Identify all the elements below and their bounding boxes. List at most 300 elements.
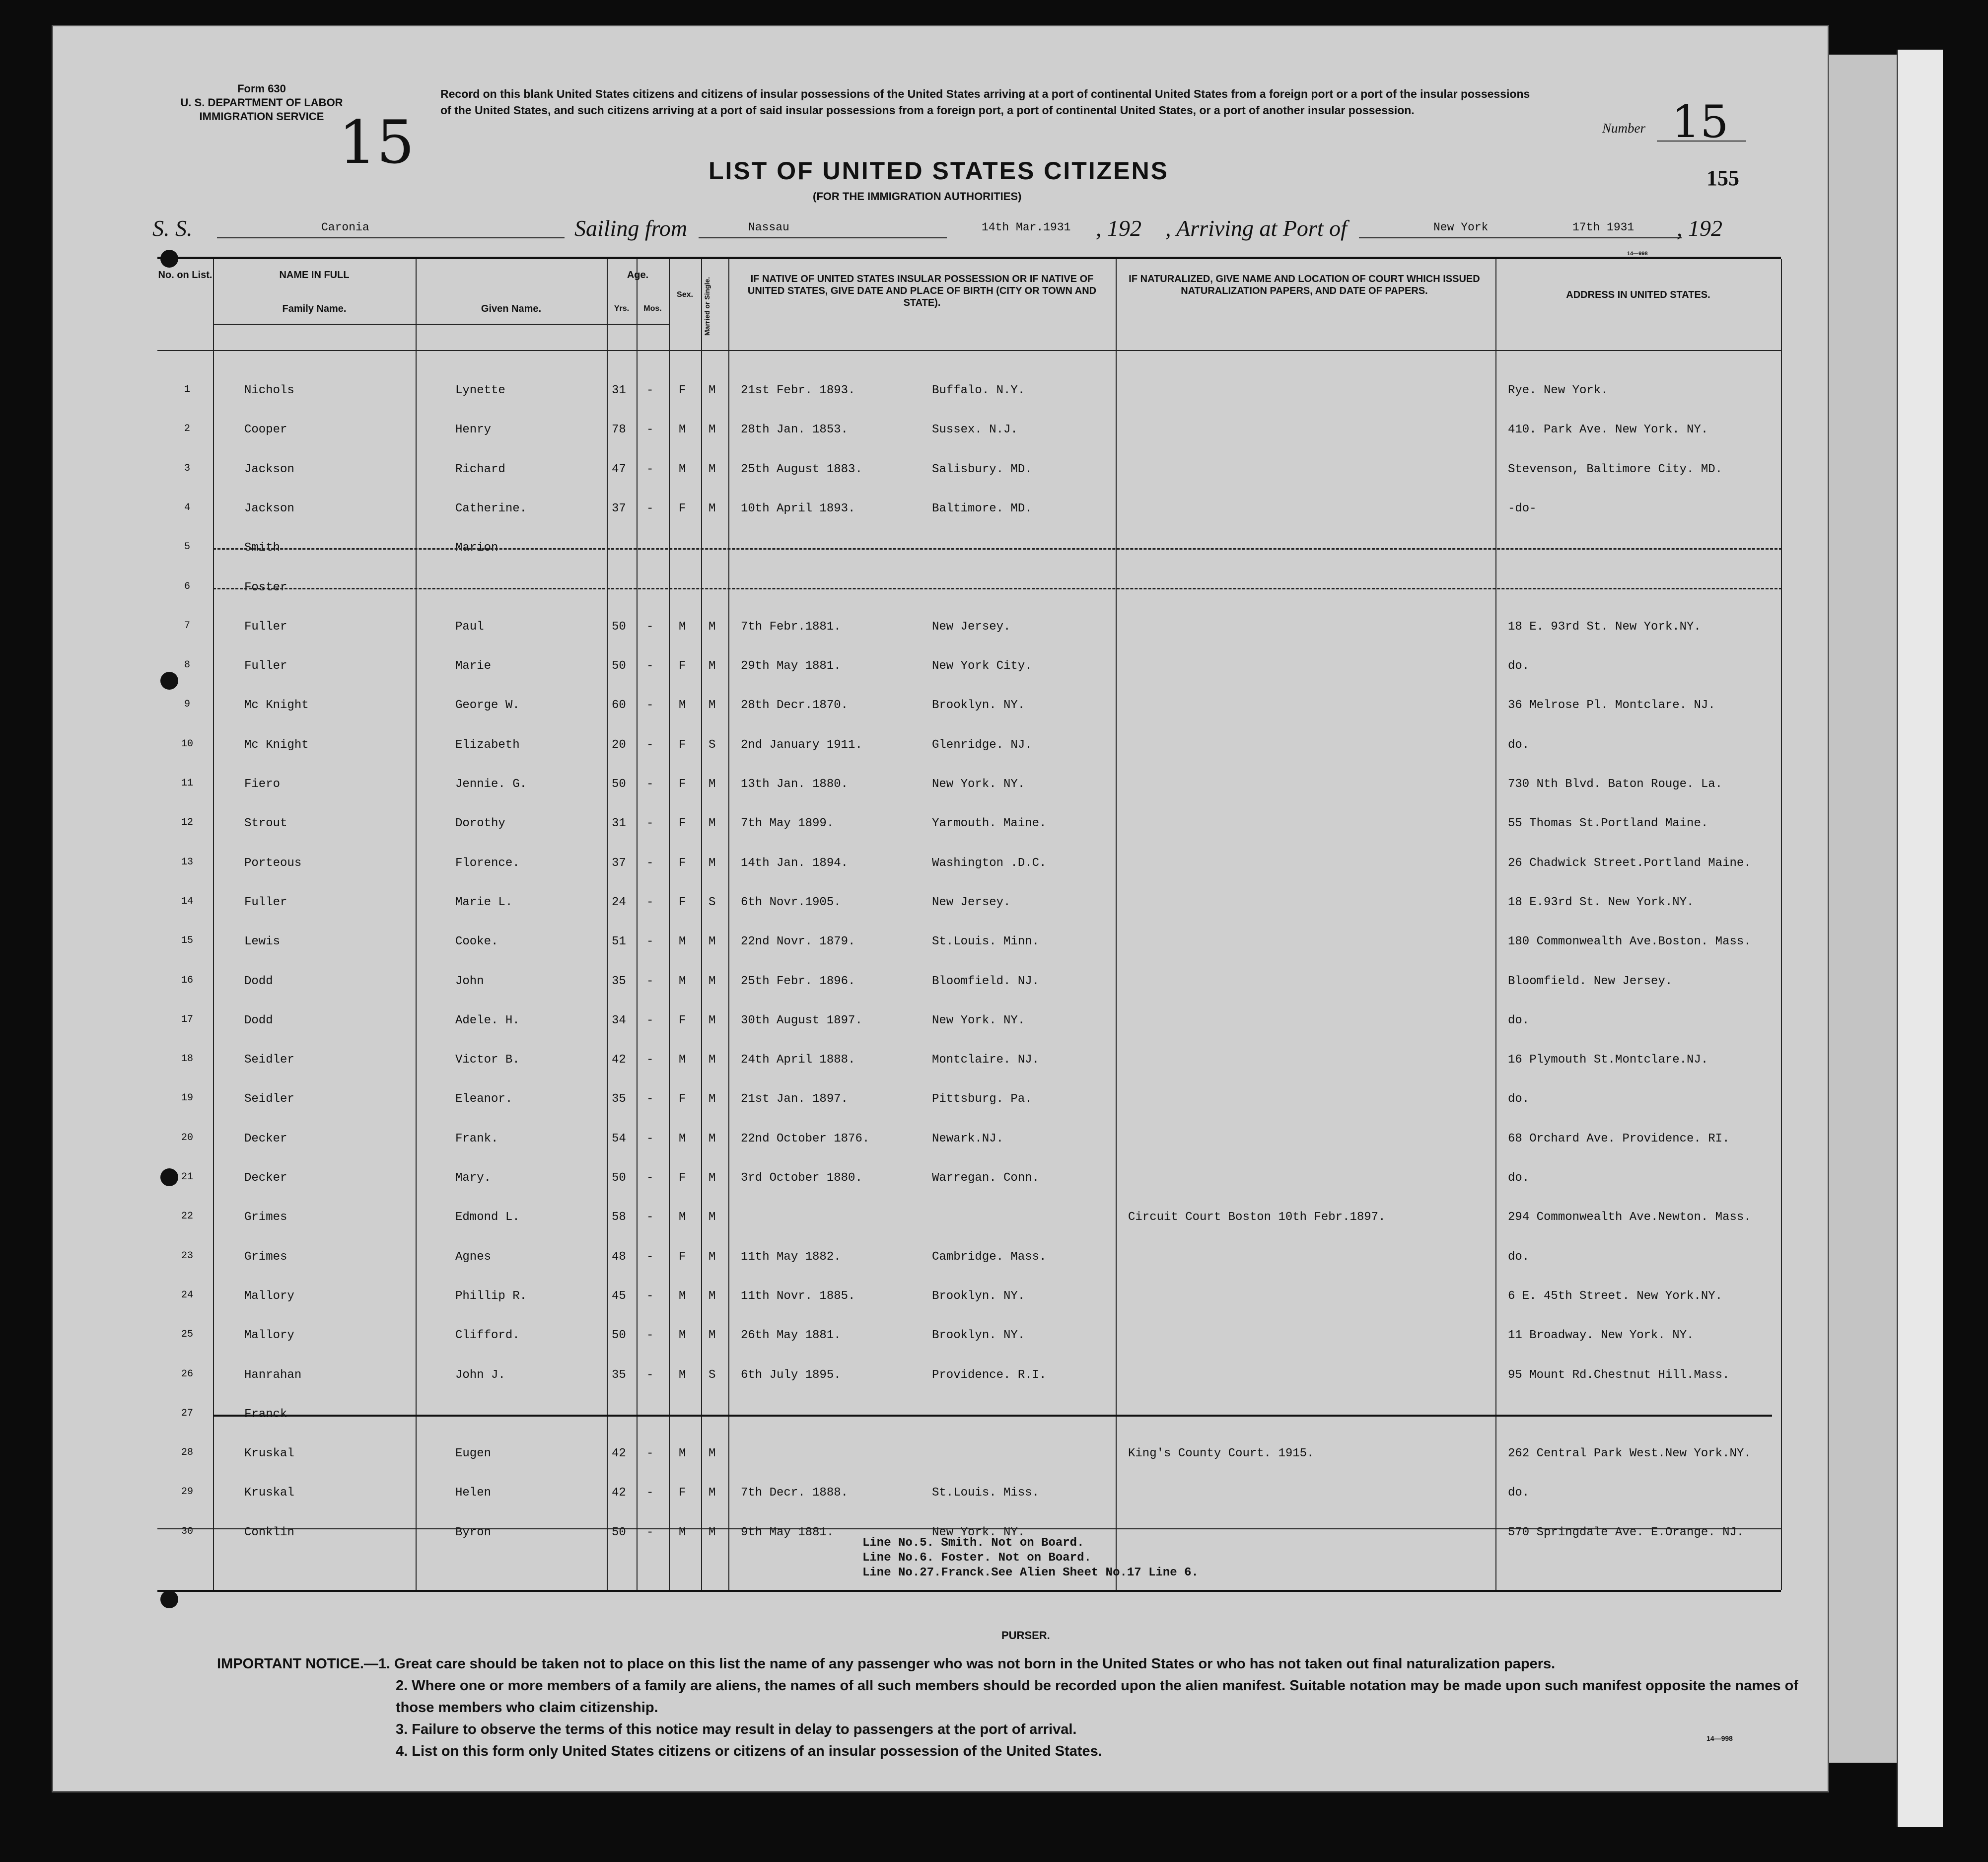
family-name: Fuller bbox=[244, 620, 287, 634]
birth-place: Bloomfield. NJ. bbox=[932, 974, 1040, 988]
table-row bbox=[157, 882, 1781, 921]
address: 68 Orchard Ave. Providence. RI. bbox=[1508, 1132, 1730, 1146]
sex: M bbox=[679, 1329, 686, 1343]
birth-date: 7th Febr.1881. bbox=[741, 620, 841, 634]
sex: M bbox=[679, 1289, 686, 1303]
naturalization: Circuit Court Boston 10th Febr.1897. bbox=[1128, 1211, 1386, 1224]
family-name: Foster bbox=[244, 580, 287, 594]
address: do. bbox=[1508, 1092, 1530, 1106]
row-number: 4 bbox=[184, 501, 190, 513]
given-name: Byron bbox=[455, 1525, 492, 1539]
col-married: Married or Single. bbox=[703, 277, 711, 336]
age-months: - bbox=[646, 817, 654, 831]
table-row bbox=[157, 685, 1781, 724]
service: IMMIGRATION SERVICE bbox=[199, 110, 324, 123]
age-years: 31 bbox=[612, 384, 626, 397]
notice-item-2: 2. Where one or more members of a family are aliens, the names of all such members should be recorded upon the alien manifest. Suitable notation may be made upon such manifest opposite the names of those members who claim citizenship. bbox=[396, 1678, 1798, 1716]
family-name: Jackson bbox=[244, 462, 294, 476]
age-months: - bbox=[646, 620, 654, 634]
age-months: - bbox=[646, 1132, 654, 1146]
age-years: 35 bbox=[612, 1368, 626, 1382]
age-years: 51 bbox=[612, 935, 626, 949]
address: 570 Springdale Ave. E.Orange. NJ. bbox=[1508, 1525, 1744, 1539]
family-name: Franck bbox=[244, 1407, 287, 1421]
address: 16 Plymouth St.Montclare.NJ. bbox=[1508, 1053, 1708, 1067]
address: Bloomfield. New Jersey. bbox=[1508, 974, 1673, 988]
sex: F bbox=[679, 778, 686, 791]
birth-place: Buffalo. N.Y. bbox=[932, 384, 1025, 397]
ss-label: S. S. bbox=[152, 215, 193, 241]
birth-place: New Jersey. bbox=[932, 620, 1011, 634]
birth-date: 22nd October 1876. bbox=[741, 1132, 870, 1146]
age-years: 42 bbox=[612, 1486, 626, 1500]
passenger-table bbox=[157, 257, 1781, 1592]
birth-place: Brooklyn. NY. bbox=[932, 1289, 1025, 1303]
age-months: - bbox=[646, 1171, 654, 1185]
table-row bbox=[157, 1315, 1781, 1354]
given-name: John J. bbox=[455, 1368, 505, 1382]
birth-place: Yarmouth. Maine. bbox=[932, 817, 1047, 831]
birth-place: New Jersey. bbox=[932, 895, 1011, 909]
table-row bbox=[157, 1197, 1781, 1236]
birth-date: 7th May 1899. bbox=[741, 817, 834, 831]
age-months: - bbox=[646, 1525, 654, 1539]
birth-date: 13th Jan. 1880. bbox=[741, 778, 849, 791]
strike-line bbox=[213, 1415, 1772, 1417]
age-years: 31 bbox=[612, 817, 626, 831]
family-name: Strout bbox=[244, 817, 287, 831]
family-name: Decker bbox=[244, 1132, 287, 1146]
table-row bbox=[157, 1472, 1781, 1511]
marital-status: M bbox=[709, 1092, 716, 1106]
sex: M bbox=[679, 423, 686, 437]
row-number: 8 bbox=[184, 659, 190, 671]
birth-place: Brooklyn. NY. bbox=[932, 1329, 1025, 1343]
row-number: 13 bbox=[181, 856, 193, 868]
year-suffix-1: , 192 bbox=[1096, 215, 1141, 241]
birth-place: Newark.NJ. bbox=[932, 1132, 1004, 1146]
age-years: 48 bbox=[612, 1250, 626, 1264]
given-name: Clifford. bbox=[455, 1329, 520, 1343]
sex: M bbox=[679, 1211, 686, 1224]
sex: M bbox=[679, 1447, 686, 1461]
col-given: Given Name. bbox=[481, 303, 542, 314]
age-months: - bbox=[646, 1092, 654, 1106]
address: 410. Park Ave. New York. NY. bbox=[1508, 423, 1708, 437]
marital-status: S bbox=[709, 895, 716, 909]
table-row bbox=[157, 527, 1781, 567]
family-name: Dodd bbox=[244, 974, 273, 988]
family-name: Seidler bbox=[244, 1092, 294, 1106]
given-name: Catherine. bbox=[455, 501, 527, 515]
address: 26 Chadwick Street.Portland Maine. bbox=[1508, 856, 1751, 870]
address: 36 Melrose Pl. Montclare. NJ. bbox=[1508, 699, 1715, 713]
table-row bbox=[157, 449, 1781, 488]
age-years: 34 bbox=[612, 1013, 626, 1027]
sex: M bbox=[679, 1053, 686, 1067]
row-number: 7 bbox=[184, 620, 190, 632]
row-number: 25 bbox=[181, 1329, 193, 1341]
col-address: ADDRESS IN UNITED STATES. bbox=[1566, 289, 1710, 300]
row-number: 30 bbox=[181, 1525, 193, 1537]
table-row bbox=[157, 764, 1781, 803]
year-suffix-2: , 192 bbox=[1677, 215, 1722, 241]
marital-status: M bbox=[709, 935, 716, 949]
family-name: Fiero bbox=[244, 778, 281, 791]
sex: F bbox=[679, 659, 686, 673]
sex: M bbox=[679, 974, 686, 988]
col-sex: Sex. bbox=[677, 290, 693, 299]
given-name: Elizabeth bbox=[455, 738, 520, 752]
sailing-port: Nassau bbox=[748, 221, 789, 234]
marital-status: M bbox=[709, 620, 716, 634]
handwritten-sheet-number: 15 bbox=[339, 108, 415, 177]
marital-status: S bbox=[709, 738, 716, 752]
family-name: Nichols bbox=[244, 384, 294, 397]
age-months: - bbox=[646, 384, 654, 397]
row-number: 15 bbox=[181, 935, 193, 947]
marital-status: M bbox=[709, 1329, 716, 1343]
note-line-27: Line No.27.Franck.See Alien Sheet No.17 Line 6. bbox=[862, 1566, 1199, 1579]
age-years: 35 bbox=[612, 974, 626, 988]
birth-date: 14th Jan. 1894. bbox=[741, 856, 849, 870]
col-yrs: Yrs. bbox=[614, 304, 630, 313]
note-line-6: Line No.6. Foster. Not on Board. bbox=[862, 1551, 1091, 1565]
marital-status: M bbox=[709, 1525, 716, 1539]
given-name: Phillip R. bbox=[455, 1289, 527, 1303]
address: 730 Nth Blvd. Baton Rouge. La. bbox=[1508, 778, 1723, 791]
family-name: Cooper bbox=[244, 423, 287, 437]
marital-status: S bbox=[709, 1368, 716, 1382]
row-number: 23 bbox=[181, 1250, 193, 1262]
marital-status: M bbox=[709, 1447, 716, 1461]
marital-status: M bbox=[709, 462, 716, 476]
strike-line bbox=[213, 588, 1782, 589]
punch-hole bbox=[160, 250, 178, 268]
table-row bbox=[157, 567, 1781, 606]
age-years: 50 bbox=[612, 1329, 626, 1343]
page-title: LIST OF UNITED STATES CITIZENS bbox=[709, 157, 1169, 185]
strike-line bbox=[213, 548, 1782, 550]
address: do. bbox=[1508, 738, 1530, 752]
row-number: 28 bbox=[181, 1447, 193, 1459]
age-months: - bbox=[646, 1486, 654, 1500]
marital-status: M bbox=[709, 1013, 716, 1027]
sex: F bbox=[679, 1013, 686, 1027]
marital-status: M bbox=[709, 1289, 716, 1303]
row-number: 26 bbox=[181, 1368, 193, 1380]
col-birth: IF NATIVE OF UNITED STATES INSULAR POSSESSION OR IF NATIVE OF UNITED STATES, GIVE DATE AND PLACE OF BIRTH (CITY OR TOWN AND STATE). bbox=[747, 274, 1097, 308]
marital-status: M bbox=[709, 1250, 716, 1264]
birth-place: Pittsburg. Pa. bbox=[932, 1092, 1032, 1106]
given-name: Henry bbox=[455, 423, 492, 437]
print-code: 14—998 bbox=[1627, 251, 1648, 257]
arrival-date: 17th 1931 bbox=[1572, 221, 1634, 234]
given-name: Agnes bbox=[455, 1250, 492, 1264]
row-number: 14 bbox=[181, 895, 193, 907]
address: 180 Commonwealth Ave.Boston. Mass. bbox=[1508, 935, 1751, 949]
given-name: Cooke. bbox=[455, 935, 498, 949]
sex: M bbox=[679, 699, 686, 713]
row-number: 18 bbox=[181, 1053, 193, 1065]
notice-item-1: 1. Great care should be taken not to place on this list the name of any passenger who was not born in the United States or who has not taken out final naturalization papers. bbox=[378, 1656, 1556, 1672]
given-name: Lynette bbox=[455, 384, 505, 397]
address: do. bbox=[1508, 1013, 1530, 1027]
sex: M bbox=[679, 462, 686, 476]
row-number: 9 bbox=[184, 699, 190, 711]
table-row bbox=[157, 843, 1781, 882]
sex: F bbox=[679, 895, 686, 909]
sex: F bbox=[679, 1171, 686, 1185]
address: 262 Central Park West.New York.NY. bbox=[1508, 1447, 1751, 1461]
row-number: 21 bbox=[181, 1171, 193, 1183]
age-months: - bbox=[646, 1053, 654, 1067]
table-row bbox=[157, 803, 1781, 842]
birth-place: Brooklyn. NY. bbox=[932, 699, 1025, 713]
birth-date: 7th Decr. 1888. bbox=[741, 1486, 849, 1500]
given-name: Frank. bbox=[455, 1132, 498, 1146]
sex: M bbox=[679, 935, 686, 949]
age-years: 42 bbox=[612, 1447, 626, 1461]
age-months: - bbox=[646, 1013, 654, 1027]
family-name: Fuller bbox=[244, 659, 287, 673]
birth-place: Sussex. N.J. bbox=[932, 423, 1018, 437]
given-name: Eleanor. bbox=[455, 1092, 513, 1106]
marital-status: M bbox=[709, 1132, 716, 1146]
birth-place: New York. NY. bbox=[932, 1525, 1025, 1539]
given-name: Marie bbox=[455, 659, 492, 673]
age-months: - bbox=[646, 895, 654, 909]
footer-code: 14—998 bbox=[1706, 1734, 1733, 1742]
line-notes bbox=[862, 1536, 1199, 1580]
marital-status: M bbox=[709, 699, 716, 713]
birth-date: 11th Novr. 1885. bbox=[741, 1289, 855, 1303]
address: do. bbox=[1508, 1486, 1530, 1500]
table-row bbox=[157, 1157, 1781, 1197]
family-name: Porteous bbox=[244, 856, 302, 870]
birth-date: 30th August 1897. bbox=[741, 1013, 862, 1027]
address: Rye. New York. bbox=[1508, 384, 1608, 397]
family-name: Mc Knight bbox=[244, 738, 309, 752]
notice-item-4: 4. List on this form only United States citizens or citizens of an insular possession of the United States. bbox=[396, 1743, 1102, 1759]
given-name: Victor B. bbox=[455, 1053, 520, 1067]
age-years: 54 bbox=[612, 1132, 626, 1146]
row-number: 24 bbox=[181, 1289, 193, 1301]
marital-status: M bbox=[709, 974, 716, 988]
sex: M bbox=[679, 1368, 686, 1382]
age-months: - bbox=[646, 856, 654, 870]
table-row bbox=[157, 921, 1781, 960]
birth-place: Salisbury. MD. bbox=[932, 462, 1032, 476]
manifest-page bbox=[52, 25, 1829, 1792]
page-subtitle: (FOR THE IMMIGRATION AUTHORITIES) bbox=[813, 190, 1022, 203]
family-name: Seidler bbox=[244, 1053, 294, 1067]
birth-date: 10th April 1893. bbox=[741, 501, 855, 515]
row-number: 10 bbox=[181, 738, 193, 750]
birth-place: New York City. bbox=[932, 659, 1032, 673]
age-years: 50 bbox=[612, 1171, 626, 1185]
birth-date: 28th Decr.1870. bbox=[741, 699, 849, 713]
marital-status: M bbox=[709, 1486, 716, 1500]
address: 95 Mount Rd.Chestnut Hill.Mass. bbox=[1508, 1368, 1730, 1382]
table-row bbox=[157, 1276, 1781, 1315]
col-naturalized: IF NATURALIZED, GIVE NAME AND LOCATION OF COURT WHICH ISSUED NATURALIZATION PAPERS, AND DATE OF PAPERS. bbox=[1129, 274, 1480, 296]
sex: F bbox=[679, 738, 686, 752]
address: Stevenson, Baltimore City. MD. bbox=[1508, 462, 1723, 476]
address: 11 Broadway. New York. NY. bbox=[1508, 1329, 1694, 1343]
age-years: 37 bbox=[612, 501, 626, 515]
marital-status: M bbox=[709, 384, 716, 397]
age-months: - bbox=[646, 1329, 654, 1343]
birth-date: 21st Febr. 1893. bbox=[741, 384, 855, 397]
punch-hole bbox=[160, 672, 178, 690]
family-name: Decker bbox=[244, 1171, 287, 1185]
age-months: - bbox=[646, 699, 654, 713]
family-name: Mallory bbox=[244, 1289, 294, 1303]
marital-status: M bbox=[709, 423, 716, 437]
age-months: - bbox=[646, 462, 654, 476]
family-name: Dodd bbox=[244, 1013, 273, 1027]
birth-place: Glenridge. NJ. bbox=[932, 738, 1032, 752]
form-heading bbox=[157, 82, 366, 124]
form-number: Form 630 bbox=[237, 82, 286, 95]
row-number: 1 bbox=[184, 384, 190, 395]
marital-status: M bbox=[709, 856, 716, 870]
row-number: 27 bbox=[181, 1407, 193, 1419]
arriving-label: , Arriving at Port of bbox=[1165, 215, 1347, 241]
sailing-date: 14th Mar.1931 bbox=[982, 221, 1071, 234]
given-name: Marie L. bbox=[455, 895, 513, 909]
ship-name: Caronia bbox=[321, 221, 369, 234]
age-months: - bbox=[646, 1250, 654, 1264]
row-number: 17 bbox=[181, 1013, 193, 1025]
family-name: Kruskal bbox=[244, 1486, 294, 1500]
address: 6 E. 45th Street. New York.NY. bbox=[1508, 1289, 1723, 1303]
given-name: Mary. bbox=[455, 1171, 492, 1185]
age-years: 35 bbox=[612, 1092, 626, 1106]
col-name-in-full: NAME IN FULL bbox=[279, 270, 350, 281]
given-name: Helen bbox=[455, 1486, 492, 1500]
marital-status: M bbox=[709, 778, 716, 791]
birth-date: 11th May 1882. bbox=[741, 1250, 841, 1264]
age-years: 50 bbox=[612, 620, 626, 634]
birth-date: 6th Novr.1905. bbox=[741, 895, 841, 909]
instruction-text: Record on this blank United States citizens and citizens of insular possessions of the United States arriving at a port of continental United States from a foreign port or a port of the insular possessions of the United States, and such citizens arriving at a port of said insular possessions from a foreign port, a port of continental United States, or a port of another insular possession. bbox=[440, 87, 1530, 117]
row-number: 5 bbox=[184, 541, 190, 553]
page-number: 155 bbox=[1706, 166, 1739, 190]
given-name: Paul bbox=[455, 620, 484, 634]
age-years: 50 bbox=[612, 1525, 626, 1539]
sex: M bbox=[679, 1132, 686, 1146]
given-name: George W. bbox=[455, 699, 520, 713]
birth-place: New York. NY. bbox=[932, 1013, 1025, 1027]
given-name: John bbox=[455, 974, 484, 988]
notice-item-3: 3. Failure to observe the terms of this notice may result in delay to passengers at the port of arrival. bbox=[396, 1721, 1077, 1737]
birth-date: 25th Febr. 1896. bbox=[741, 974, 855, 988]
age-years: 47 bbox=[612, 462, 626, 476]
table-row bbox=[157, 1433, 1781, 1472]
naturalization: King's County Court. 1915. bbox=[1128, 1447, 1314, 1461]
given-name: Dorothy bbox=[455, 817, 505, 831]
birth-place: Baltimore. MD. bbox=[932, 501, 1032, 515]
birth-date: 22nd Novr. 1879. bbox=[741, 935, 855, 949]
age-years: 24 bbox=[612, 895, 626, 909]
number-label: Number bbox=[1602, 121, 1645, 136]
sex: F bbox=[679, 1092, 686, 1106]
row-number: 16 bbox=[181, 974, 193, 986]
age-months: - bbox=[646, 659, 654, 673]
family-name: Jackson bbox=[244, 501, 294, 515]
row-number: 6 bbox=[184, 580, 190, 592]
birth-place: Cambridge. Mass. bbox=[932, 1250, 1047, 1264]
age-months: - bbox=[646, 1368, 654, 1382]
sex: F bbox=[679, 817, 686, 831]
table-row bbox=[157, 1039, 1781, 1078]
department: U. S. DEPARTMENT OF LABOR bbox=[180, 96, 343, 109]
address: do. bbox=[1508, 659, 1530, 673]
birth-place: Washington .D.C. bbox=[932, 856, 1047, 870]
age-years: 58 bbox=[612, 1211, 626, 1224]
punch-hole bbox=[160, 1590, 178, 1608]
family-name: Lewis bbox=[244, 935, 281, 949]
row-number: 12 bbox=[181, 817, 193, 829]
table-row bbox=[157, 645, 1781, 685]
birth-place: Montclaire. NJ. bbox=[932, 1053, 1040, 1067]
family-name: Mc Knight bbox=[244, 699, 309, 713]
birth-date: 3rd October 1880. bbox=[741, 1171, 862, 1185]
sex: M bbox=[679, 620, 686, 634]
age-months: - bbox=[646, 501, 654, 515]
row-number: 2 bbox=[184, 423, 190, 435]
age-years: 50 bbox=[612, 778, 626, 791]
table-row bbox=[157, 409, 1781, 448]
marital-status: M bbox=[709, 1211, 716, 1224]
age-months: - bbox=[646, 423, 654, 437]
table-row bbox=[157, 1118, 1781, 1157]
sex: F bbox=[679, 1486, 686, 1500]
punch-hole bbox=[160, 1168, 178, 1186]
row-number: 22 bbox=[181, 1211, 193, 1222]
sex: F bbox=[679, 1250, 686, 1264]
birth-date: 25th August 1883. bbox=[741, 462, 862, 476]
given-name: Florence. bbox=[455, 856, 520, 870]
family-name: Mallory bbox=[244, 1329, 294, 1343]
number-value: 15 bbox=[1672, 96, 1729, 148]
family-name: Conklin bbox=[244, 1525, 294, 1539]
table-row bbox=[157, 1394, 1781, 1433]
birth-place: New York. NY. bbox=[932, 778, 1025, 791]
age-years: 60 bbox=[612, 699, 626, 713]
address: do. bbox=[1508, 1250, 1530, 1264]
age-years: 42 bbox=[612, 1053, 626, 1067]
sailing-label: Sailing from bbox=[574, 215, 688, 241]
table-row bbox=[157, 1355, 1781, 1394]
birth-date: 26th May 1881. bbox=[741, 1329, 841, 1343]
row-number: 11 bbox=[181, 778, 193, 789]
address: 294 Commonwealth Ave.Newton. Mass. bbox=[1508, 1211, 1751, 1224]
family-name: Fuller bbox=[244, 895, 287, 909]
given-name: Eugen bbox=[455, 1447, 492, 1461]
age-years: 78 bbox=[612, 423, 626, 437]
given-name: Edmond L. bbox=[455, 1211, 520, 1224]
family-name: Kruskal bbox=[244, 1447, 294, 1461]
marital-status: M bbox=[709, 1171, 716, 1185]
address: -do- bbox=[1508, 501, 1537, 515]
marital-status: M bbox=[709, 659, 716, 673]
given-name: Richard bbox=[455, 462, 505, 476]
important-notice bbox=[217, 1653, 1806, 1762]
age-years: 50 bbox=[612, 659, 626, 673]
